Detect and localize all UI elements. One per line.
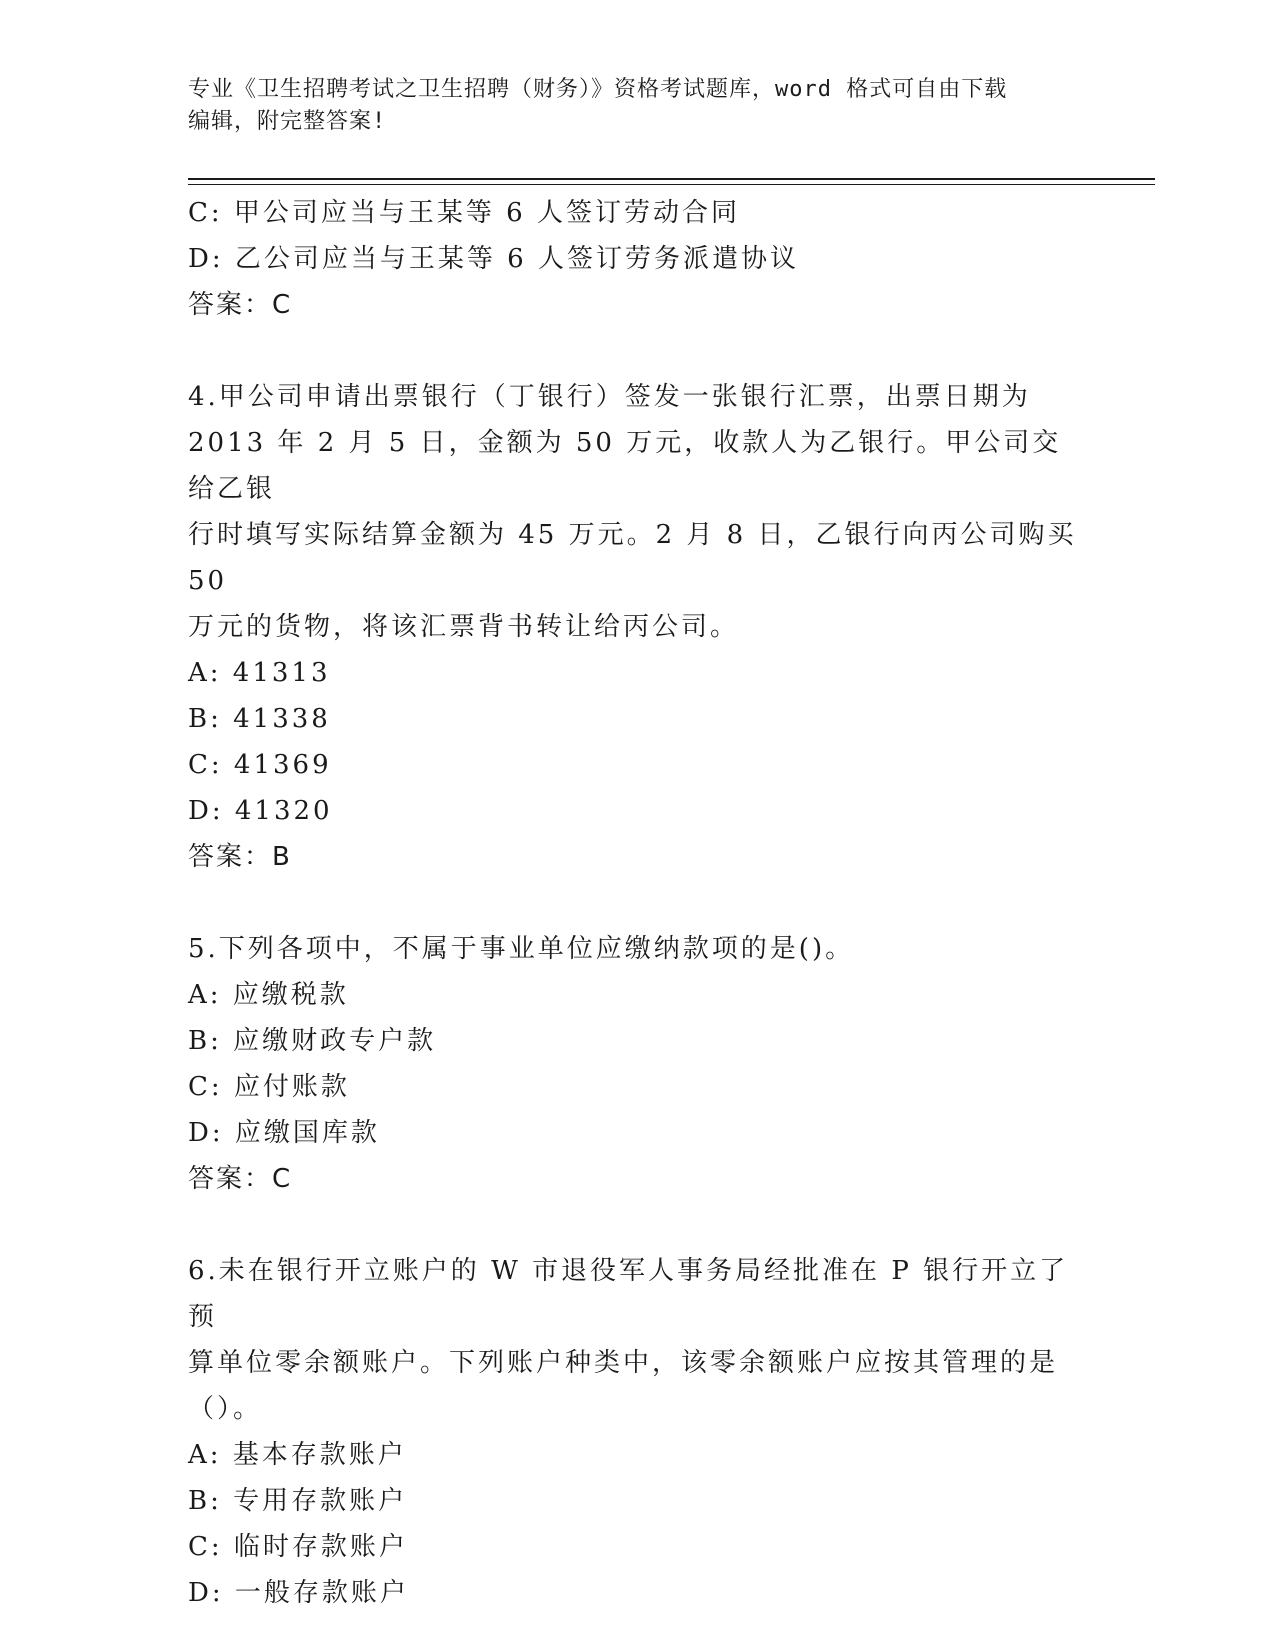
question-stem-line: （）。: [188, 1394, 263, 1424]
option-a: A: 基本存款账户: [188, 1440, 407, 1470]
option-b: B: 专用存款账户: [188, 1486, 408, 1516]
option-b: B: 41338: [188, 704, 331, 734]
answer-line: 答案：C: [188, 1164, 293, 1194]
spacer: [188, 1202, 1088, 1248]
answer-line: 答案：C: [188, 290, 293, 320]
option-c: C: 41369: [188, 750, 332, 780]
option-d: D: 一般存款账户: [188, 1578, 409, 1608]
question-stem-line: 万元的货物，将该汇票背书转让给丙公司。: [188, 612, 740, 642]
spacer: [188, 328, 1088, 374]
question-6: [188, 1248, 1088, 1616]
question-list: [188, 190, 1088, 1616]
option-d: D: 41320: [188, 796, 333, 826]
question-stem-line: 4.甲公司申请出票银行（丁银行）签发一张银行汇票，出票日期为: [188, 382, 1031, 412]
answer-line: 答案：B: [188, 842, 292, 872]
question-stem-line: 5.下列各项中，不属于事业单位应缴纳款项的是()。: [188, 934, 855, 964]
option-a: A: 应缴税款: [188, 980, 349, 1010]
option-c: C: 甲公司应当与王某等 6 人签订劳动合同: [188, 198, 740, 228]
question-stem-line: 行时填写实际结算金额为 45 万元。2 月 8 日，乙银行向丙公司购买 50: [188, 520, 1077, 596]
question-stem-line: 6.未在银行开立账户的 W 市退役军人事务局经批准在 P 银行开立了预: [188, 1256, 1069, 1332]
header-divider-thick: [188, 178, 1155, 180]
header-divider-thin: [188, 184, 1155, 185]
option-b: B: 应缴财政专户款: [188, 1026, 437, 1056]
option-d: D: 乙公司应当与王某等 6 人签订劳务派遣协议: [188, 244, 799, 274]
question-stem-line: 算单位零余额账户。下列账户种类中，该零余额账户应按其管理的是: [188, 1348, 1059, 1378]
header-line-1: 专业《卫生招聘考试之卫生招聘（财务）》资格考试题库，word 格式可自由下载: [188, 77, 1008, 102]
question-5: [188, 926, 1088, 1202]
spacer: [188, 880, 1088, 926]
option-d: D: 应缴国库款: [188, 1118, 380, 1148]
document-header: [188, 74, 1088, 138]
option-c: C: 临时存款账户: [188, 1532, 408, 1562]
option-c: C: 应付账款: [188, 1072, 350, 1102]
question-4: [188, 374, 1088, 880]
question-stem-line: 2013 年 2 月 5 日，金额为 50 万元，收款人为乙银行。甲公司交给乙银: [188, 428, 1062, 504]
header-line-2: 编辑，附完整答案!: [188, 109, 387, 134]
option-a: A: 41313: [188, 658, 331, 688]
question-3: [188, 190, 1088, 328]
